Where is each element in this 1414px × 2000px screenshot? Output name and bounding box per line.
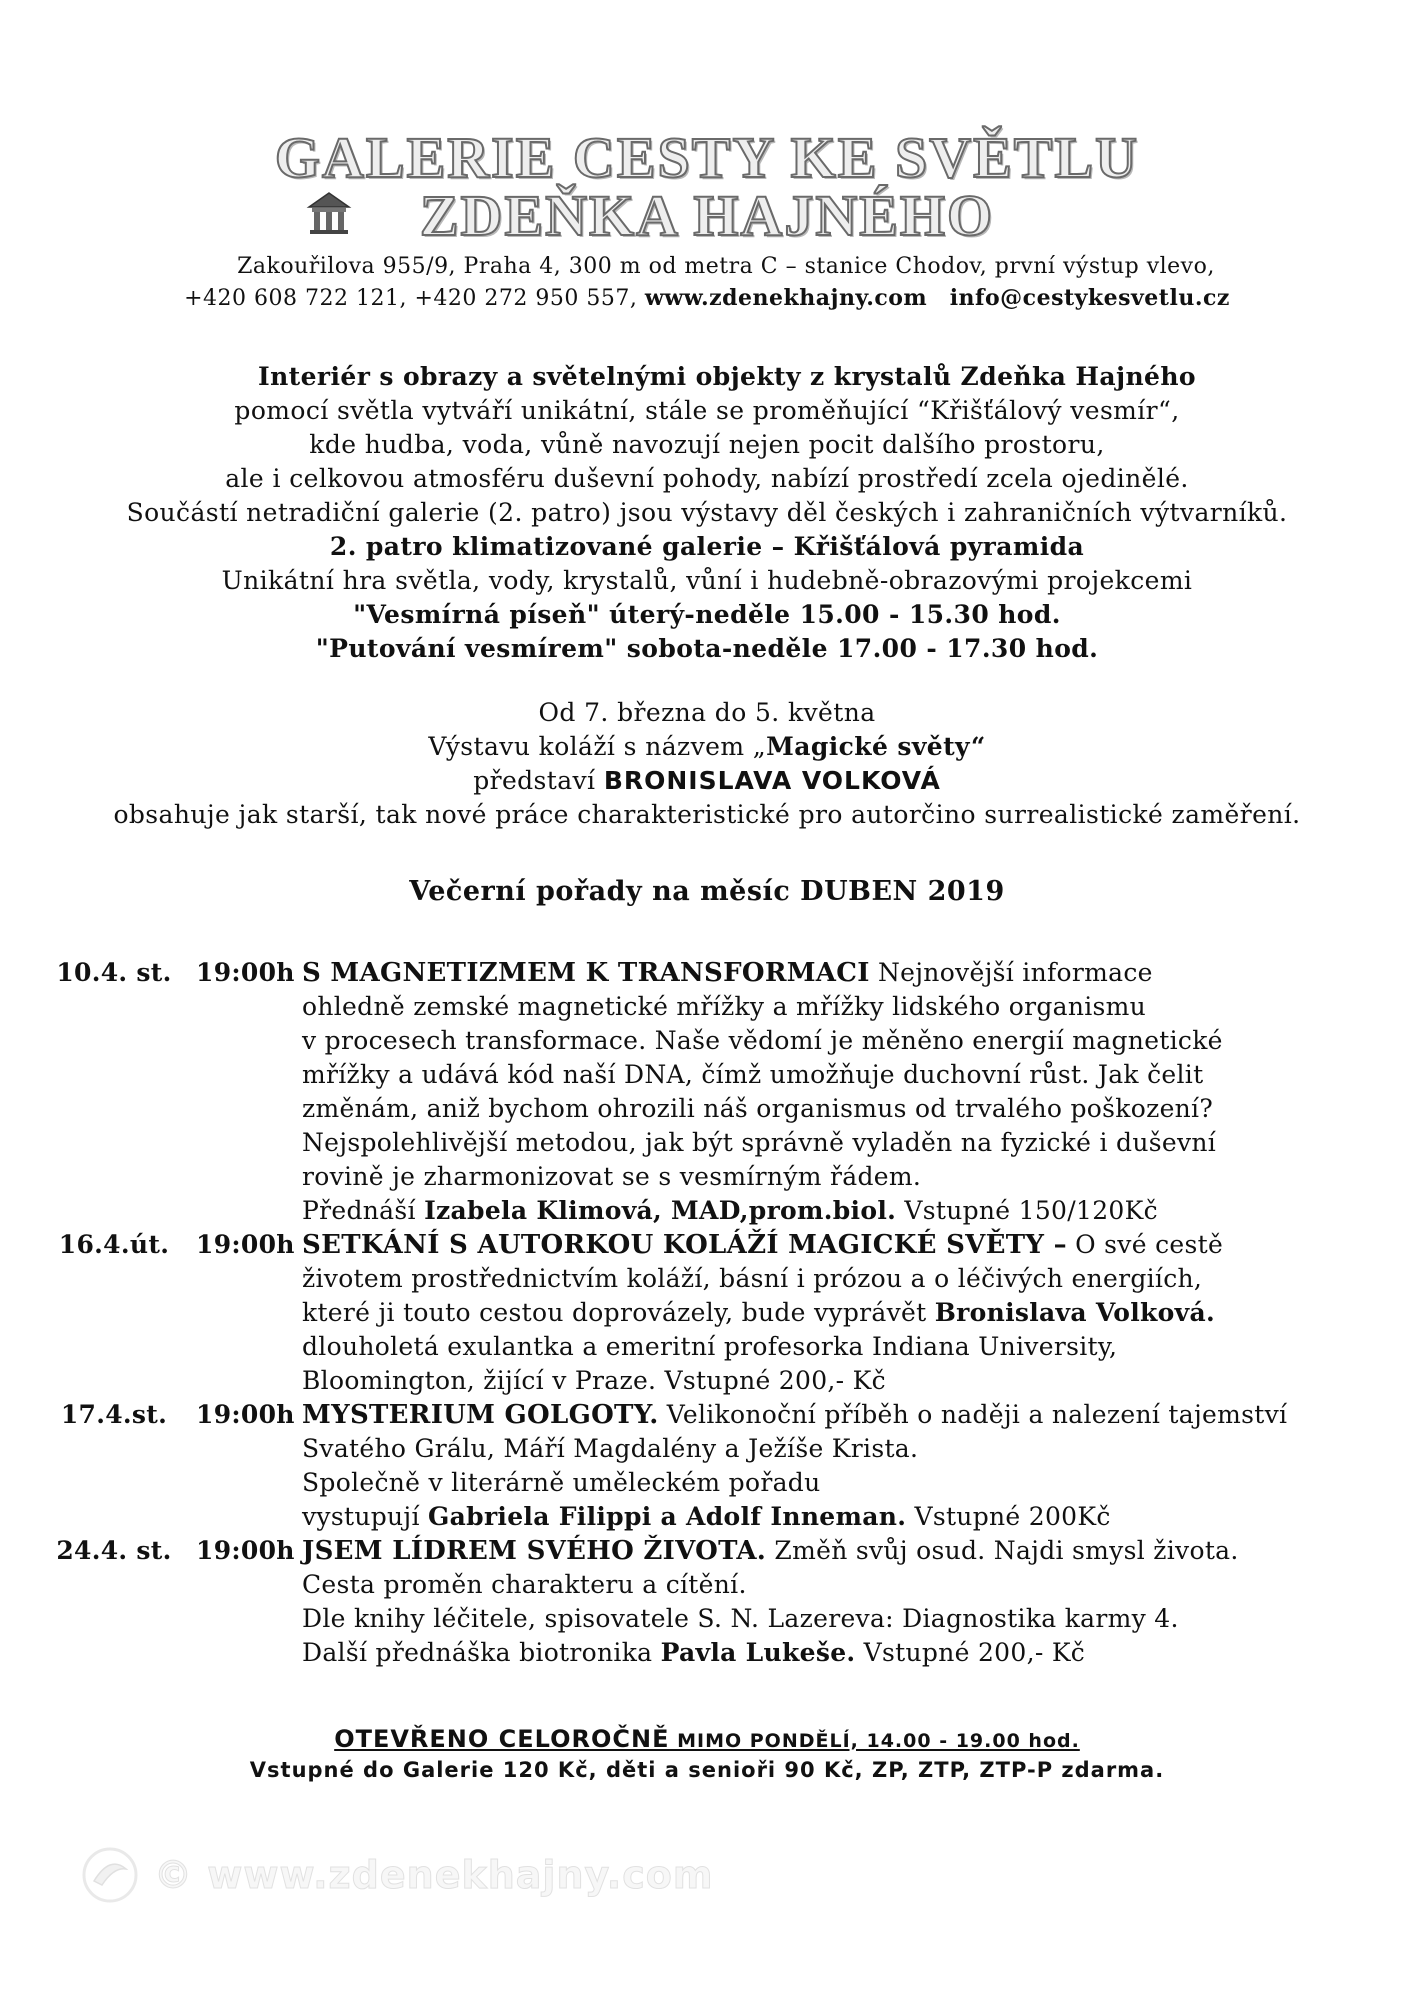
event-date: 16.4.út. [58,1230,170,1259]
event-text: změnám, aniž bychom ohrozili náš organismus od trvalého poškození? [302,1094,1214,1123]
open-hours-text: MIMO PONDĚLÍ, 14.00 - 19.00 hod. [669,1730,1080,1752]
exhibition-intro: Výstavu koláží s názvem „ [428,732,767,761]
intro-heading: Interiér s obrazy a světelnými objekty z krystalů Zdeňka Hajného [258,362,1196,391]
email-link[interactable]: info@cestykesvetlu.cz [949,285,1230,311]
event-date: 17.4.st. [60,1400,168,1429]
event-text: Velikonoční příběh o naději a nalezení tajemství [658,1400,1288,1429]
event-speaker: Pavla Lukeše. [660,1638,856,1667]
open-all-year: OTEVŘENO CELOROČNĚ [334,1725,670,1753]
event-speaker: Gabriela Filippi a Adolf Inneman. [428,1502,907,1531]
exhibition-quote: “ [970,732,986,761]
website-link[interactable]: www.zdenekhajny.com [644,285,928,311]
exhibition-title-line [0,730,1414,764]
intro-line: ale i celkovou atmosféru duševní pohody, nabízí prostředí zcela ojedinělé. [225,464,1189,493]
program-title: Večerní pořady na měsíc DUBEN 2019 [409,876,1005,907]
event-title: SETKÁNÍ S AUTORKOU KOLÁŽÍ MAGICKÉ SVĚTY – [302,1230,1067,1260]
event-list [0,956,1414,1670]
show-schedule: "Putování vesmírem" sobota-neděle 17.00 - 17.30 hod. [315,634,1099,663]
watermark [80,1840,713,1910]
event-text: v procesech transformace. Naše vědomí je měněno energií magnetické [302,1026,1223,1055]
pyramid-heading: 2. patro klimatizované galerie – Křišťálová pyramida [329,532,1085,561]
contact-line [0,283,1414,314]
event-title: MYSTERIUM GOLGOTY. [302,1400,659,1430]
event-text: které ji touto cestou doprovázely, bude vyprávět [302,1298,935,1327]
event-text: rovině je zharmonizovat se s vesmírným řádem. [302,1162,922,1191]
event-time: 19:00h [196,1536,295,1565]
presents-text: představí [473,766,596,795]
exhibition-block [0,696,1414,832]
crystal-logo-icon [80,1845,140,1905]
event-text: Nejspolehlivější metodou, jak být správně vyladěn na fyzické i duševní [302,1128,1217,1157]
event-speaker: Bronislava Volková. [934,1298,1215,1327]
event-text: Nejnovější informace [869,958,1153,987]
event-time: 19:00h [196,1400,295,1429]
event-text: Další přednáška biotronika [302,1638,661,1667]
event-item [0,1228,1414,1398]
intro-line: Unikátní hra světla, vody, krystalů, vůní i hudebně-obrazovými projekcemi [221,566,1193,595]
event-text: vystupují [302,1502,429,1531]
event-speaker: Izabela Klimová, MAD,prom.biol. [424,1196,897,1225]
event-item [0,1534,1414,1670]
event-text: Bloomington, žijící v Praze. Vstupné 200,- Kč [302,1366,886,1395]
event-date: 24.4. st. [56,1536,172,1565]
event-item [0,956,1414,1228]
event-text: dlouholetá exulantka a emeritní profesorka Indiana University, [302,1332,1118,1361]
event-text: mřížky a udává kód naší DNA, čímž umožňuje duchovní růst. Jak čelit [302,1060,1204,1089]
event-text: Dle knihy léčitele, spisovatele S. N. Lazereva: Diagnostika karmy 4. [302,1604,1179,1633]
event-price: Vstupné 200,- Kč [855,1638,1086,1667]
event-date: 10.4. st. [56,958,172,987]
event-time: 19:00h [196,1230,295,1259]
event-text: Svatého Grálu, Máří Magdalény a Ježíše Krista. [302,1434,919,1463]
exhibition-description: obsahuje jak starší, tak nové práce charakteristické pro autorčino surrealistické zaměření. [113,800,1301,829]
event-title: JSEM LÍDREM SVÉHO ŽIVOTA. [302,1536,767,1566]
exhibition-artist: BRONISLAVA VOLKOVÁ [603,766,941,795]
event-text: Společně v literárně uměleckém pořadu [302,1468,821,1497]
event-text: ohledně zemské magnetické mřížky a mřížky lidského organismu [302,992,1147,1021]
intro-line: kde hudba, voda, vůně navozují nejen pocit dalšího prostoru, [309,430,1105,459]
gallery-title-line2: ZDEŇKA HAJNÉHO [419,183,995,248]
phone-numbers: +420 608 722 121, +420 272 950 557, [184,286,638,311]
show-schedule: "Vesmírná píseň" úterý-neděle 15.00 - 15.30 hod. [353,600,1061,629]
event-item [0,1398,1414,1534]
event-text: Změň svůj osud. Najdi smysl života. [766,1536,1239,1565]
event-price: Vstupné 200Kč [906,1502,1111,1531]
event-time: 19:00h [196,958,295,987]
gallery-title-line1: GALERIE CESTY KE SVĚTLU [274,125,1140,190]
address-line: Zakouřilova 955/9, Praha 4, 300 m od metra C – stanice Chodov, první výstup vlevo, [237,254,1215,279]
event-text: Cesta proměn charakteru a cítění. [302,1570,747,1599]
admission-prices: Vstupné do Galerie 120 Kč, děti a senioři 90 Kč, ZP, ZTP, ZTP-P zdarma. [249,1758,1165,1782]
exhibition-artist-line [0,764,1414,798]
event-text: Přednáší [302,1196,425,1225]
exhibition-name: Magické světy [766,732,971,761]
exhibition-dates: Od 7. března do 5. května [538,698,876,727]
event-text: životem prostřednictvím koláží, básní i prózou a o léčivých energiích, [302,1264,1203,1293]
opening-hours [0,1725,1414,1753]
event-text: O své cestě [1066,1230,1224,1259]
event-price: Vstupné 150/120Kč [896,1196,1158,1225]
gallery-description [0,360,1414,666]
intro-line: pomocí světla vytváří unikátní, stále se proměňující “Křišťálový vesmír“, [234,396,1180,425]
event-title: S MAGNETIZMEM K TRANSFORMACI [302,958,870,988]
watermark-text: © www.zdenekhajny.com [154,1853,714,1897]
intro-line: Součástí netradiční galerie (2. patro) jsou výstavy děl českých i zahraničních výtvarníků. [126,498,1288,527]
